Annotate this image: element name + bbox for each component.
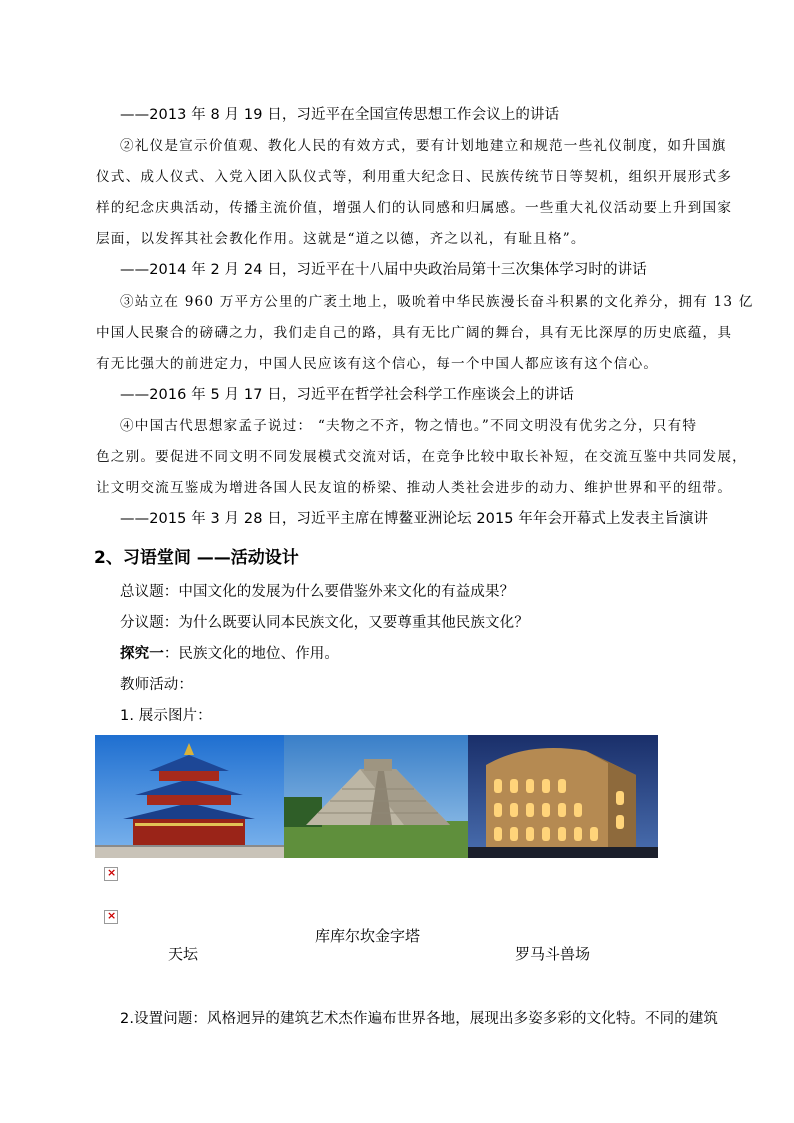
broken-image-icon: × [104,910,118,924]
quote-line: ③站立在 960 万平方公里的广袤土地上，吸吮着中华民族漫长奋斗积累的文化养分，拥有 13 亿 [120,294,754,310]
teacher-activity: 教师活动： [120,677,193,693]
inquiry-label: 探究一 [120,646,164,662]
colosseum-image [468,735,658,858]
quote-line: 有无比强大的前进定力，中国人民应该有这个信心，每一个中国人都应该有这个信心。 [96,356,659,372]
quote-line: 中国人民聚合的磅礴之力，我们走自己的路，具有无比广阔的舞台，具有无比深厚的历史底蕴，具 [96,325,733,341]
broken-image-icon: × [104,867,118,881]
caption-temple: 天坛 [168,945,199,963]
inquiry-line [120,642,724,663]
speech-source: ——2015 年 3 月 28 日，习近平主席在博鳌亚洲论坛 2015 年年会开幕式上发表主旨演讲 [120,511,709,527]
speech-source: ——2016 年 5 月 17 日，习近平在哲学社会科学工作座谈会上的讲话 [120,387,574,403]
quote-line: 色之别。要促进不同文明不同发展模式交流对话，在竞争比较中取长补短，在交流互鉴中共同发展， [96,449,747,465]
speech-source: ——2014 年 2 月 24 日，习近平在十八届中央政治局第十三次集体学习时的讲话 [120,262,647,278]
section-heading: 2、习语堂间 ——活动设计 [94,548,299,568]
quote-line: 样的纪念庆典活动，传播主流价值，增强人们的认同感和归属感。一些重大礼仪活动要上升到国家 [96,200,733,216]
sub-issue: 分议题：为什么既要认同本民族文化，又要尊重其他民族文化？ [120,615,529,631]
caption-colosseum: 罗马斗兽场 [515,945,591,963]
caption-pyramid: 库库尔坎金字塔 [315,927,421,945]
quote-line: 层面，以发挥其社会教化作用。这就是“道之以德，齐之以礼，有耻且格”。 [96,231,586,247]
kukulcan-pyramid-image [284,735,468,858]
quote-line: ②礼仪是宣示价值观、教化人民的有效方式，要有计划地建立和规范一些礼仪制度，如升国旗 [120,138,727,154]
step-1: 1. 展示图片： [120,708,212,724]
inquiry-text: ：民族文化的地位、作用。 [163,646,340,662]
main-issue: 总议题：中国文化的发展为什么要借鉴外来文化的有益成果？ [120,584,515,600]
quote-line: 仪式、成人仪式、入党入团入队仪式等，利用重大纪念日、民族传统节日等契机，组织开展形式多 [96,169,733,185]
speech-source: ——2013 年 8 月 19 日，习近平在全国宣传思想工作会议上的讲话 [120,107,560,123]
quote-line: 让文明交流互鉴成为增进各国人民友谊的桥梁、推动人类社会进步的动力、维护世界和平的纽带。 [96,480,733,496]
temple-of-heaven-image [95,735,284,858]
step-2: 2.设置问题：风格迥异的建筑艺术杰作遍布世界各地，展现出多姿多彩的文化特。不同的建筑 [120,1011,719,1027]
quote-line: ④中国古代思想家孟子说过： “夫物之不齐，物之情也。”不同文明没有优劣之分，只有特 [120,418,698,434]
